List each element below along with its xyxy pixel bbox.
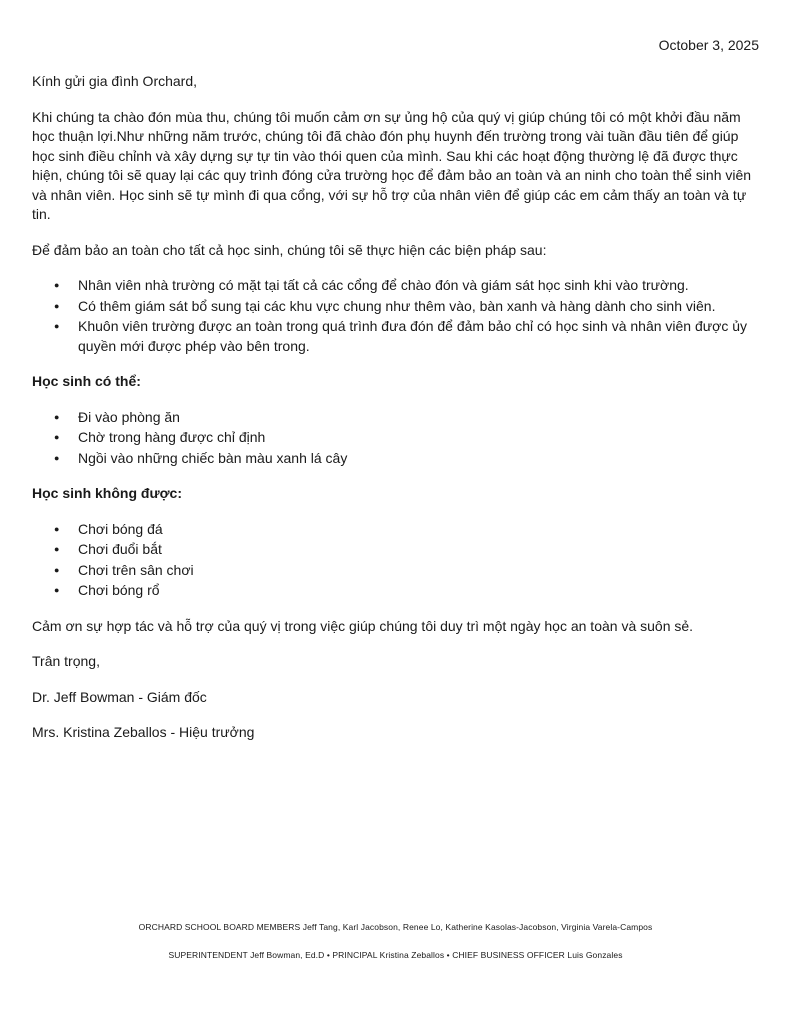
can-list — [32, 408, 760, 469]
closing-paragraph: Cảm ơn sự hợp tác và hỗ trợ của quý vị trong việc giúp chúng tôi duy trì một ngày học an toàn và suôn sẻ. — [32, 617, 694, 634]
safety-measures-list — [32, 276, 760, 356]
list-item: ● Nhân viên nhà trường có mặt tại tất cả các cổng để chào đón và giám sát học sinh khi vào trường. — [32, 276, 760, 296]
letter-body — [32, 72, 760, 759]
intro-paragraph: Khi chúng ta chào đón mùa thu, chúng tôi muốn cảm ơn sự ủng hộ của quý vị giúp chúng tôi có một khởi đầu năm học thuận lợi.Như những năm trước, chúng tôi đã chào đón phụ huynh đến trường trong vài tuần đầu tiên để giúp học sinh điều chỉnh và xây dựng sự tự tin vào thói quen của mình. Sau khi các hoạt động thường lệ đã được thực hiện, chúng tôi sẽ quay lại các quy trình đóng cửa trường học để đảm bảo an toàn và an ninh cho toàn thể sinh viên và nhân viên. Học sinh sẽ tự mình đi qua cổng, với sự hỗ trợ của nhân viên để giúp các em cảm thấy an toàn và tự tin. — [32, 108, 752, 222]
list-item: ● Chơi đuổi bắt — [32, 540, 760, 560]
list-item: ● Khuôn viên trường được an toàn trong quá trình đưa đón để đảm bảo chỉ có học sinh và nhân viên được ủy quyền mới được phép vào bên trong. — [32, 317, 760, 356]
footer-board-members: ORCHARD SCHOOL BOARD MEMBERS Jeff Tang, Karl Jacobson, Renee Lo, Katherine Kasolas-Jacobson, Virginia Varela-Campos — [138, 922, 653, 932]
list-item: ● Đi vào phòng ăn — [32, 408, 760, 428]
greeting: Kính gửi gia đình Orchard, — [32, 73, 198, 89]
signer-principal: Mrs. Kristina Zeballos - Hiệu trưởng — [32, 724, 255, 740]
signer-superintendent: Dr. Jeff Bowman - Giám đốc — [32, 688, 207, 705]
list-item: ● Chờ trong hàng được chỉ định — [32, 428, 760, 448]
cannot-heading: Học sinh không được: — [32, 485, 182, 501]
list-item: ● Chơi trên sân chơi — [32, 561, 760, 581]
list-item: ● Chơi bóng đá — [32, 520, 760, 540]
list-item: ● Ngồi vào những chiếc bàn màu xanh lá cây — [32, 449, 760, 469]
letter-date: October 3, 2025 — [658, 37, 759, 53]
safety-intro: Để đảm bảo an toàn cho tất cả học sinh, chúng tôi sẽ thực hiện các biện pháp sau: — [32, 241, 547, 258]
can-heading: Học sinh có thể: — [32, 373, 141, 389]
list-item: ● Có thêm giám sát bổ sung tại các khu vực chung như thêm vào, bàn xanh và hàng dành cho sinh viên. — [32, 297, 760, 317]
signoff: Trân trọng, — [32, 653, 100, 669]
list-item: ● Chơi bóng rổ — [32, 581, 760, 601]
footer-officers: SUPERINTENDENT Jeff Bowman, Ed.D • PRINCIPAL Kristina Zeballos • CHIEF BUSINESS OFFICER Luis Gonzales — [168, 950, 623, 960]
cannot-list — [32, 520, 760, 601]
